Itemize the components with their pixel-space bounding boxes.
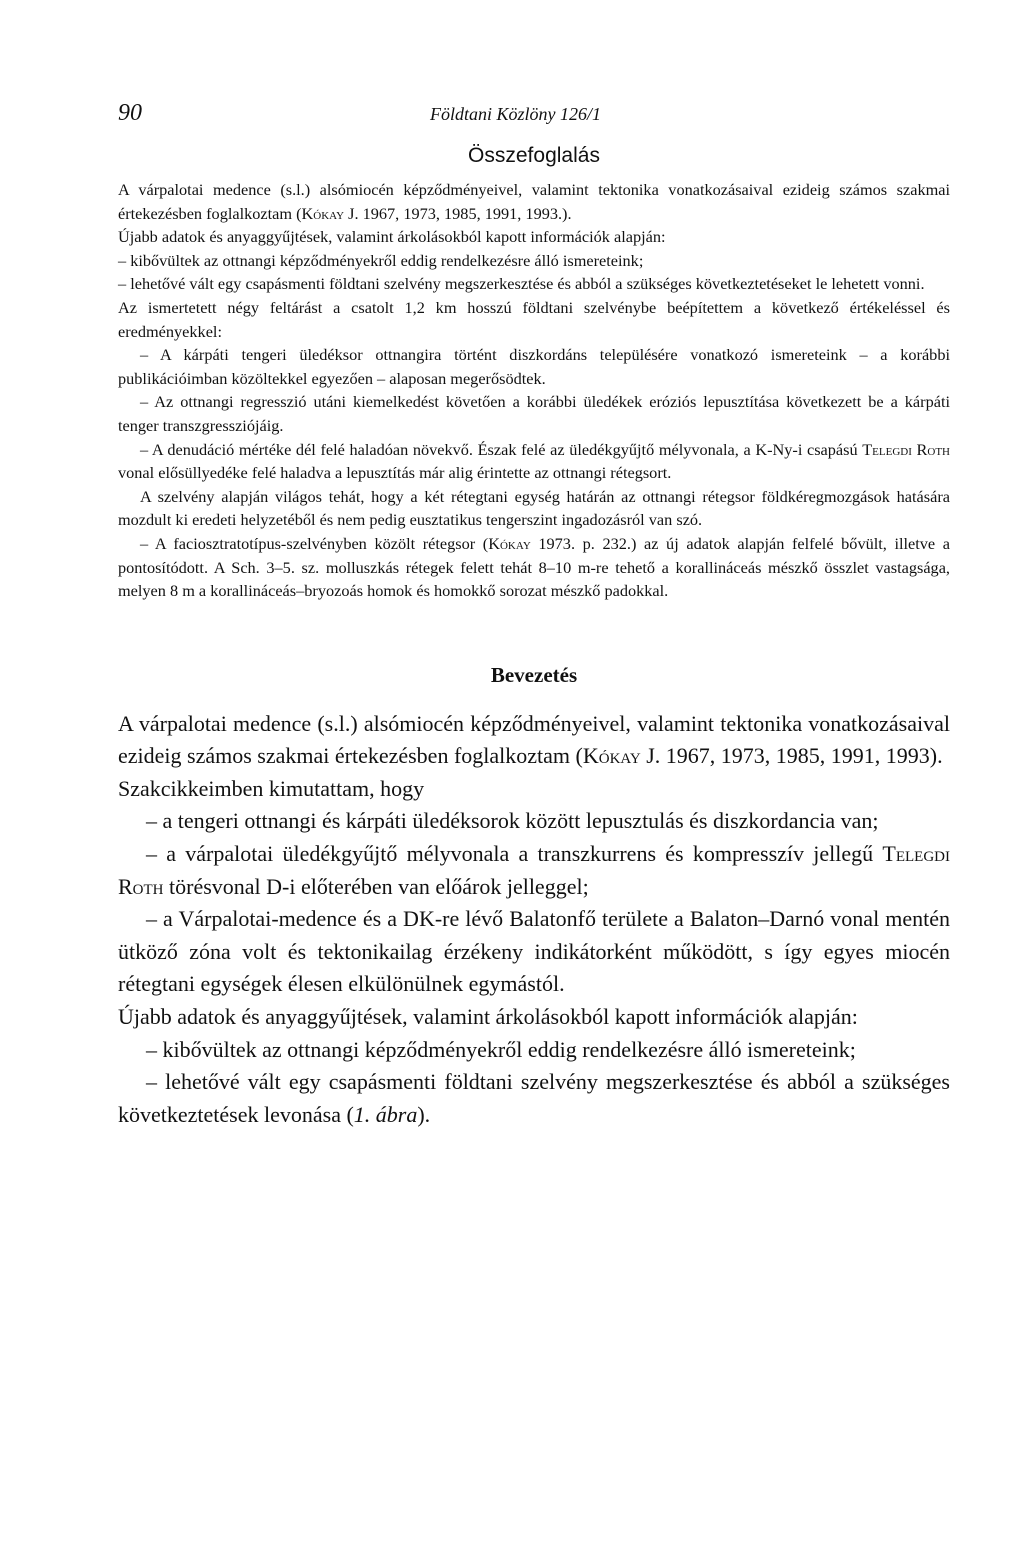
introduction-title: Bevezetés <box>490 662 578 687</box>
journal-name: Földtani Közlöny 126/1 <box>430 104 601 124</box>
abstract-paragraph: Újabb adatok és anyaggyűjtések, valamint árkolásokból kapott információk alapján: <box>118 227 666 247</box>
intro-paragraph <box>118 708 950 773</box>
intro-text: – a várpalotai üledékgyűjtő mélyvonala a transzkurrens és kompresszív jellegű <box>146 841 883 867</box>
intro-paragraph: Szakcikkeimben kimutattam, hogy <box>118 775 425 801</box>
abstract-list-item <box>118 438 950 485</box>
abstract-text: J. 1967, 1973, 1985, 1991, 1993.). <box>344 203 572 223</box>
intro-text: ). <box>417 1101 431 1127</box>
abstract-text: – A faciosztratotípus-szelvényben közölt rétegsor ( <box>140 533 489 553</box>
introduction-section <box>118 663 950 1132</box>
author-citation: Kókay <box>488 533 531 553</box>
page <box>118 100 950 1131</box>
abstract-text: – A denudáció mértéke dél felé haladóan növekvő. Észak felé az üledékgyűjtő mélyvonala, a K-Ny-i csapású <box>140 439 863 459</box>
name-reference: Telegdi Roth <box>862 439 950 459</box>
abstract-paragraph <box>118 178 950 225</box>
abstract-list-item: – lehetővé vált egy csapásmenti földtani szelvény megszerkesztése és abból a szükséges következtetéseket le lehetett vonni. <box>118 274 925 294</box>
abstract-title: Összefoglalás <box>468 144 600 167</box>
abstract-list-item <box>118 532 950 603</box>
figure-reference: 1. ábra <box>353 1101 418 1127</box>
abstract-text: vonal elősüllyedéke felé haladva a lepusztítás már alig érintette az ottnangi rétegsort. <box>118 463 672 483</box>
author-citation: Kókay <box>301 203 345 223</box>
abstract-paragraph: A szelvény alapján világos tehát, hogy a két rétegtani egység határán az ottnangi rétegsor földkéregmozgások hatására mozdult ki eredeti helyzetéből és nem pedig eusztatikus tengerszint ingadozásról van szó. <box>118 486 950 530</box>
intro-text: – lehetővé vált egy csapásmenti földtani szelvény megszerkesztése és abból a szükséges következtetések levonása ( <box>118 1069 950 1127</box>
intro-text: törésvonal D-i előterében van előárok jelleggel; <box>163 873 589 899</box>
intro-paragraph: Újabb adatok és anyaggyűjtések, valamint árkolásokból kapott információk alapján: <box>118 1004 858 1030</box>
abstract-text: 1973. p. 232.) az új adatok alapján felfelé bővült, illetve a pontosítódott. A Sch. 3–5. sz. molluszkás rétegek felett tehát 8–10 m-re tehető a korallináceás mészkő összlet vastagsága, melyen 8 m a korallináceás–bryozoás homok és homokkő sorozat mészkő padokkal. <box>118 533 950 601</box>
abstract-section <box>118 144 950 603</box>
abstract-list-item: – kibővültek az ottnangi képződményekről eddig rendelkezésre álló ismereteink; <box>118 250 644 270</box>
name-reference: Telegdi Roth <box>118 841 950 899</box>
intro-text: J. 1967, 1973, 1985, 1991, 1993). <box>640 743 943 769</box>
abstract-text: A várpalotai medence (s.l.) alsómiocén képződményeivel, valamint tektonika vonatkozásaival ezideig számos szakmai értekezésben foglalkoztam ( <box>118 180 950 223</box>
intro-list-item <box>118 838 950 903</box>
intro-text: A várpalotai medence (s.l.) alsómiocén képződményeivel, valamint tektonika vonatkozásaival ezideig számos szakmai értekezésben foglalkoztam ( <box>118 710 950 769</box>
abstract-list-item: – Az ottnangi regresszió utáni kiemelkedést követően a korábbi üledékek eróziós lepusztítása következett be a kárpáti tenger transzgressziójáig. <box>118 392 950 435</box>
page-number: 90 <box>118 100 142 126</box>
author-citation: Kókay <box>582 743 641 769</box>
intro-list-item <box>118 1066 950 1131</box>
intro-list-item: – a Várpalotai-medence és a DK-re lévő Balatonfő területe a Balaton–Darnó vonal mentén ütköző zóna volt és tektonikailag érzékeny indikátorként működött, s így egyes miocén rétegtani egységek élesen elkülönülnek egymástól. <box>118 906 950 997</box>
intro-list-item: – kibővültek az ottnangi képződményekről eddig rendelkezésre álló ismereteink; <box>146 1036 856 1062</box>
abstract-paragraph: Az ismertetett négy feltárást a csatolt 1,2 km hosszú földtani szelvénybe beépítettem a következő értékeléssel és eredményekkel: <box>118 297 950 341</box>
intro-list-item: – a tengeri ottnangi és kárpáti üledéksorok között lepusztulás és diszkordancia van; <box>146 808 879 834</box>
running-header <box>118 100 950 132</box>
abstract-list-item: – A kárpáti tengeri üledéksor ottnangira történt diszkordáns településére vonatkozó ismereteink – a korábbi publikációimban közöltekkel egyezően – alaposan megerősödtek. <box>118 345 950 388</box>
